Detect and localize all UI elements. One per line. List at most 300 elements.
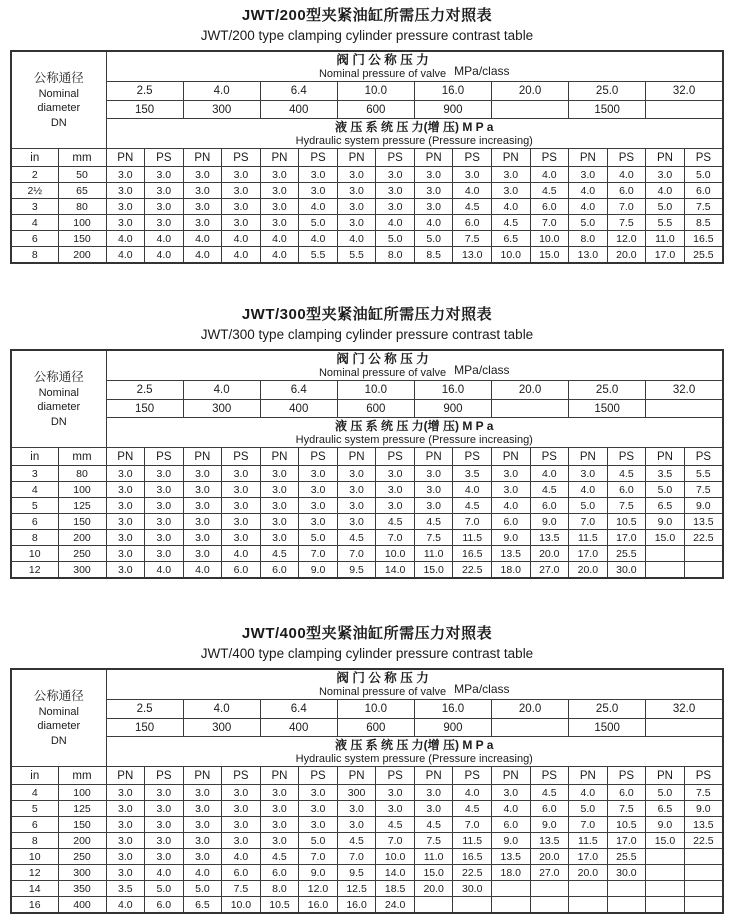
pressure-value-cell: 7.5	[222, 881, 261, 897]
jwt400-table-section	[0, 622, 734, 914]
mpa-value-cell: 32.0	[646, 82, 723, 101]
pressure-value-cell: 13.0	[569, 247, 608, 264]
pressure-value-cell: 3.0	[106, 498, 145, 514]
pressure-value-cell: 5.0	[183, 881, 222, 897]
pressure-value-cell: 3.0	[145, 514, 184, 530]
pressure-value-cell: 4.0	[260, 247, 299, 264]
pn-header-cell: PN	[414, 767, 453, 785]
pressure-value-cell: 13.5	[530, 833, 569, 849]
size-in-cell: 8	[11, 833, 58, 849]
pressure-value-cell: 3.0	[491, 482, 530, 498]
pressure-value-cell: 3.0	[299, 482, 338, 498]
size-in-cell: 4	[11, 215, 58, 231]
pressure-value-cell: 3.0	[106, 482, 145, 498]
pressure-value-cell: 5.0	[376, 231, 415, 247]
pressure-value-cell	[646, 546, 685, 562]
class-value-cell: 900	[414, 101, 491, 119]
pressure-value-cell: 3.0	[260, 482, 299, 498]
pressure-value-cell	[607, 881, 646, 897]
pn-header-cell: PN	[260, 767, 299, 785]
pressure-value-cell: 22.5	[684, 833, 723, 849]
size-in-cell: 6	[11, 231, 58, 247]
nominal-diameter-label-en: DN	[50, 116, 67, 129]
pressure-value-cell: 17.0	[607, 530, 646, 546]
pressure-value-cell: 11.5	[569, 530, 608, 546]
pressure-value-cell: 5.0	[569, 801, 608, 817]
pressure-value-cell: 3.0	[299, 514, 338, 530]
pressure-value-cell: 3.0	[569, 466, 608, 482]
pressure-value-cell: 4.0	[569, 785, 608, 801]
ps-header-cell: PS	[530, 448, 569, 466]
pressure-value-cell: 3.0	[145, 183, 184, 199]
class-value-cell: 150	[106, 719, 183, 737]
ps-header-cell: PS	[299, 149, 338, 167]
hydraulic-pressure-label-en: Hydraulic system pressure (Pressure increasing)	[295, 134, 533, 147]
pressure-value-cell: 3.0	[145, 498, 184, 514]
pressure-value-cell: 6.0	[607, 183, 646, 199]
class-value-cell: 150	[106, 400, 183, 418]
pressure-value-cell: 3.0	[414, 498, 453, 514]
class-value-cell	[491, 400, 568, 418]
pressure-value-cell: 3.0	[106, 199, 145, 215]
pressure-value-cell: 3.0	[299, 466, 338, 482]
table-row	[11, 247, 723, 264]
nominal-diameter-label-en: DN	[50, 734, 67, 747]
mpa-value-cell: 2.5	[106, 700, 183, 719]
pressure-value-cell: 6.0	[222, 562, 261, 579]
pressure-value-cell: 11.0	[414, 849, 453, 865]
pressure-value-cell: 3.0	[106, 546, 145, 562]
table-row	[11, 817, 723, 833]
mpa-value-cell: 10.0	[337, 381, 414, 400]
ps-header-cell: PS	[222, 448, 261, 466]
pressure-value-cell: 14.0	[376, 562, 415, 579]
pressure-value-cell: 3.0	[106, 167, 145, 183]
valve-pressure-label-en: Nominal pressure of valve	[318, 685, 447, 698]
pressure-value-cell: 4.5	[491, 215, 530, 231]
class-value-cell: 400	[260, 719, 337, 737]
pressure-value-cell: 3.0	[222, 801, 261, 817]
table-row	[11, 514, 723, 530]
ps-header-cell: PS	[453, 448, 492, 466]
pn-header-cell: PN	[569, 448, 608, 466]
pn-header-cell: PN	[569, 149, 608, 167]
pressure-value-cell: 11.0	[646, 231, 685, 247]
table-row	[11, 785, 723, 801]
pn-header-cell: PN	[337, 767, 376, 785]
pressure-value-cell: 4.0	[145, 865, 184, 881]
pressure-value-cell: 22.5	[684, 530, 723, 546]
pressure-value-cell	[646, 897, 685, 914]
valve-pressure-unit-label: MPa/class	[454, 63, 510, 78]
pressure-value-cell: 4.0	[453, 482, 492, 498]
nominal-diameter-header-cell	[11, 51, 106, 149]
pn-header-cell: PN	[491, 149, 530, 167]
pressure-value-cell: 3.0	[376, 466, 415, 482]
pressure-value-cell: 3.0	[222, 514, 261, 530]
class-value-cell: 300	[183, 719, 260, 737]
ps-header-cell: PS	[145, 767, 184, 785]
pressure-value-cell: 7.0	[299, 546, 338, 562]
mpa-value-cell: 6.4	[260, 381, 337, 400]
pressure-value-cell: 4.0	[106, 231, 145, 247]
pressure-value-cell: 3.0	[337, 167, 376, 183]
pressure-value-cell	[646, 849, 685, 865]
size-in-cell: 3	[11, 466, 58, 482]
pressure-value-cell: 20.0	[530, 849, 569, 865]
pressure-value-cell: 3.5	[453, 466, 492, 482]
ps-header-cell: PS	[222, 767, 261, 785]
pressure-value-cell: 4.0	[337, 231, 376, 247]
pressure-value-cell: 3.0	[183, 833, 222, 849]
pressure-value-cell: 6.0	[260, 865, 299, 881]
pressure-value-cell: 10.0	[376, 849, 415, 865]
size-in-cell: 2	[11, 167, 58, 183]
pressure-value-cell: 9.0	[491, 530, 530, 546]
class-value-cell: 600	[337, 400, 414, 418]
pressure-value-cell: 9.0	[646, 514, 685, 530]
unit-in-header-cell: in	[11, 767, 58, 785]
size-in-cell: 10	[11, 546, 58, 562]
jwt300-table-section	[0, 303, 734, 579]
mpa-value-cell: 32.0	[646, 700, 723, 719]
mpa-value-cell: 16.0	[414, 381, 491, 400]
ps-header-cell: PS	[530, 767, 569, 785]
unit-mm-header-cell: mm	[58, 448, 106, 466]
pressure-value-cell: 4.0	[569, 199, 608, 215]
pressure-value-cell: 4.0	[299, 231, 338, 247]
pn-header-cell: PN	[337, 448, 376, 466]
pressure-value-cell: 18.0	[491, 865, 530, 881]
nominal-diameter-header-cell	[11, 350, 106, 448]
pressure-value-cell: 13.5	[530, 530, 569, 546]
pressure-value-cell: 6.0	[530, 199, 569, 215]
class-value-cell: 600	[337, 101, 414, 119]
mpa-value-cell: 4.0	[183, 700, 260, 719]
pressure-value-cell: 4.5	[530, 183, 569, 199]
pressure-value-cell: 5.0	[646, 199, 685, 215]
class-value-cell: 300	[183, 400, 260, 418]
pn-header-cell: PN	[183, 448, 222, 466]
pressure-value-cell: 13.5	[491, 849, 530, 865]
mpa-value-cell: 25.0	[569, 700, 646, 719]
unit-mm-header-cell: mm	[58, 767, 106, 785]
nominal-diameter-label-zh: 公称通径	[33, 689, 84, 704]
pressure-value-cell: 10.0	[491, 247, 530, 264]
class-value-cell: 1500	[569, 101, 646, 119]
pressure-value-cell: 6.0	[607, 785, 646, 801]
table-row	[11, 498, 723, 514]
pressure-value-cell: 4.0	[222, 231, 261, 247]
pressure-value-cell: 8.0	[260, 881, 299, 897]
pn-header-cell: PN	[106, 149, 145, 167]
pressure-value-cell: 16.5	[453, 546, 492, 562]
pressure-value-cell: 3.0	[145, 167, 184, 183]
pressure-value-cell: 3.0	[222, 167, 261, 183]
valve-pressure-header-cell	[106, 51, 723, 82]
pressure-value-cell: 7.0	[337, 546, 376, 562]
ps-header-cell: PS	[376, 767, 415, 785]
size-mm-cell: 100	[58, 215, 106, 231]
pressure-value-cell: 20.0	[569, 865, 608, 881]
pn-header-cell: PN	[260, 149, 299, 167]
pressure-value-cell: 10.0	[376, 546, 415, 562]
class-value-cell: 400	[260, 400, 337, 418]
pressure-contrast-table	[10, 349, 724, 579]
ps-header-cell: PS	[453, 149, 492, 167]
pressure-value-cell: 3.0	[145, 466, 184, 482]
pressure-value-cell: 9.0	[299, 865, 338, 881]
pn-header-cell: PN	[260, 448, 299, 466]
pressure-value-cell: 3.0	[376, 498, 415, 514]
pressure-value-cell: 4.0	[145, 231, 184, 247]
pressure-value-cell: 12.5	[337, 881, 376, 897]
pressure-value-cell: 5.5	[684, 466, 723, 482]
ps-header-cell: PS	[376, 149, 415, 167]
pressure-value-cell: 7.0	[376, 833, 415, 849]
pressure-value-cell: 3.0	[183, 167, 222, 183]
pressure-value-cell: 5.0	[569, 498, 608, 514]
pressure-value-cell: 7.5	[453, 231, 492, 247]
pressure-value-cell: 3.0	[337, 183, 376, 199]
pressure-value-cell: 3.0	[183, 199, 222, 215]
pressure-value-cell: 3.0	[106, 562, 145, 579]
pressure-value-cell: 3.0	[183, 817, 222, 833]
mpa-value-cell: 4.0	[183, 381, 260, 400]
pressure-value-cell: 16.5	[684, 231, 723, 247]
pressure-value-cell: 4.0	[260, 231, 299, 247]
pressure-value-cell: 3.0	[106, 833, 145, 849]
pressure-value-cell: 4.0	[222, 546, 261, 562]
size-mm-cell: 50	[58, 167, 106, 183]
pressure-value-cell: 5.5	[646, 215, 685, 231]
pressure-value-cell: 6.0	[491, 514, 530, 530]
pressure-value-cell: 3.0	[183, 801, 222, 817]
pressure-value-cell: 3.0	[260, 167, 299, 183]
class-value-cell: 900	[414, 719, 491, 737]
pressure-value-cell: 3.0	[299, 183, 338, 199]
pressure-value-cell: 13.5	[491, 546, 530, 562]
pressure-value-cell: 8.0	[376, 247, 415, 264]
pressure-value-cell	[684, 546, 723, 562]
pressure-value-cell: 11.5	[569, 833, 608, 849]
pressure-value-cell: 3.0	[183, 466, 222, 482]
pressure-value-cell: 6.5	[646, 498, 685, 514]
nominal-diameter-label-zh: 公称通径	[33, 370, 84, 385]
pressure-value-cell: 3.0	[106, 865, 145, 881]
pressure-value-cell	[684, 865, 723, 881]
pressure-contrast-table	[10, 668, 724, 914]
pressure-value-cell: 7.0	[337, 849, 376, 865]
valve-pressure-label-en: Nominal pressure of valve	[318, 366, 447, 379]
table-row	[11, 562, 723, 579]
valve-pressure-label-zh: 阀 门 公 称 压 力	[336, 671, 429, 686]
pressure-value-cell: 3.0	[106, 817, 145, 833]
size-mm-cell: 65	[58, 183, 106, 199]
size-in-cell: 16	[11, 897, 58, 914]
pressure-value-cell: 9.0	[684, 498, 723, 514]
pressure-value-cell	[491, 897, 530, 914]
pressure-value-cell	[684, 562, 723, 579]
valve-pressure-header	[107, 53, 722, 79]
pressure-value-cell: 3.0	[337, 215, 376, 231]
pressure-value-cell: 7.5	[607, 498, 646, 514]
pressure-value-cell: 4.0	[453, 183, 492, 199]
pn-header-cell: PN	[106, 767, 145, 785]
pressure-value-cell: 4.0	[106, 247, 145, 264]
size-mm-cell: 250	[58, 546, 106, 562]
pn-header-cell: PN	[491, 767, 530, 785]
mpa-value-cell: 16.0	[414, 700, 491, 719]
pressure-value-cell: 3.0	[414, 199, 453, 215]
pressure-value-cell: 3.0	[145, 833, 184, 849]
pressure-value-cell: 14.0	[376, 865, 415, 881]
hydraulic-pressure-label-en: Hydraulic system pressure (Pressure increasing)	[295, 433, 533, 446]
pressure-value-cell: 3.0	[145, 215, 184, 231]
size-in-cell: 8	[11, 247, 58, 264]
pressure-value-cell: 4.0	[646, 183, 685, 199]
hydraulic-pressure-header-cell	[106, 119, 723, 149]
unit-in-header-cell: in	[11, 448, 58, 466]
pressure-value-cell: 7.5	[414, 833, 453, 849]
pressure-value-cell: 3.0	[106, 514, 145, 530]
pressure-value-cell: 3.0	[260, 466, 299, 482]
pressure-value-cell: 3.0	[183, 849, 222, 865]
mpa-value-cell: 10.0	[337, 82, 414, 101]
ps-header-cell: PS	[684, 767, 723, 785]
hydraulic-pressure-header-cell	[106, 418, 723, 448]
size-mm-cell: 125	[58, 498, 106, 514]
pressure-value-cell: 13.5	[684, 817, 723, 833]
pressure-value-cell: 3.0	[222, 817, 261, 833]
pressure-value-cell: 4.0	[530, 466, 569, 482]
valve-pressure-label-en: Nominal pressure of valve	[318, 67, 447, 80]
pressure-value-cell: 4.5	[414, 514, 453, 530]
pressure-value-cell: 3.0	[145, 785, 184, 801]
nominal-diameter-label-en: diameter	[37, 401, 81, 414]
pressure-value-cell: 10.0	[530, 231, 569, 247]
table-row	[11, 466, 723, 482]
pressure-value-cell: 4.0	[299, 199, 338, 215]
size-mm-cell: 200	[58, 833, 106, 849]
pressure-value-cell: 3.0	[414, 466, 453, 482]
ps-header-cell: PS	[530, 149, 569, 167]
pressure-value-cell: 4.0	[491, 498, 530, 514]
pressure-value-cell: 4.0	[183, 562, 222, 579]
pressure-value-cell: 7.0	[569, 817, 608, 833]
pressure-value-cell: 300	[337, 785, 376, 801]
pressure-value-cell: 4.0	[183, 247, 222, 264]
table-title-zh: JWT/400型夹紧油缸所需压力对照表	[241, 625, 493, 642]
pressure-value-cell: 3.0	[299, 498, 338, 514]
size-mm-cell: 150	[58, 514, 106, 530]
pressure-value-cell: 3.0	[260, 833, 299, 849]
mpa-value-cell: 20.0	[491, 82, 568, 101]
pressure-value-cell: 5.0	[145, 881, 184, 897]
pressure-value-cell: 3.0	[569, 167, 608, 183]
unit-mm-header-cell: mm	[58, 149, 106, 167]
size-in-cell: 6	[11, 514, 58, 530]
mpa-value-cell: 2.5	[106, 381, 183, 400]
class-value-cell: 400	[260, 101, 337, 119]
pressure-value-cell	[684, 897, 723, 914]
pressure-value-cell: 16.0	[299, 897, 338, 914]
pressure-value-cell: 4.0	[106, 897, 145, 914]
pressure-value-cell: 27.0	[530, 562, 569, 579]
pressure-value-cell: 4.5	[530, 785, 569, 801]
size-in-cell: 5	[11, 498, 58, 514]
pressure-value-cell: 3.0	[222, 785, 261, 801]
pressure-value-cell: 4.0	[453, 785, 492, 801]
mpa-value-cell: 10.0	[337, 700, 414, 719]
pressure-value-cell: 5.0	[646, 482, 685, 498]
pressure-value-cell: 8.5	[684, 215, 723, 231]
pressure-value-cell: 15.0	[414, 562, 453, 579]
size-in-cell: 10	[11, 849, 58, 865]
pressure-value-cell: 6.5	[491, 231, 530, 247]
pressure-value-cell	[453, 897, 492, 914]
ps-header-cell: PS	[299, 448, 338, 466]
pressure-value-cell: 4.0	[491, 801, 530, 817]
pressure-value-cell	[530, 897, 569, 914]
pressure-value-cell: 4.0	[183, 231, 222, 247]
pressure-value-cell: 7.0	[299, 849, 338, 865]
pressure-value-cell	[684, 881, 723, 897]
pressure-value-cell: 4.0	[183, 865, 222, 881]
pressure-value-cell: 11.5	[453, 833, 492, 849]
pressure-value-cell: 4.5	[453, 199, 492, 215]
class-value-cell	[491, 101, 568, 119]
pressure-value-cell: 3.0	[183, 498, 222, 514]
pressure-value-cell: 5.0	[299, 530, 338, 546]
size-mm-cell: 150	[58, 817, 106, 833]
pressure-value-cell: 15.0	[414, 865, 453, 881]
size-in-cell: 12	[11, 865, 58, 881]
pressure-value-cell: 3.0	[453, 167, 492, 183]
pressure-value-cell: 3.0	[145, 801, 184, 817]
pressure-value-cell: 25.5	[607, 849, 646, 865]
pressure-value-cell	[414, 897, 453, 914]
size-mm-cell: 100	[58, 785, 106, 801]
ps-header-cell: PS	[684, 149, 723, 167]
pressure-value-cell: 3.0	[414, 183, 453, 199]
jwt200-table-section	[0, 4, 734, 264]
pressure-value-cell: 3.0	[183, 482, 222, 498]
mpa-value-cell: 6.4	[260, 82, 337, 101]
pressure-value-cell: 3.0	[183, 183, 222, 199]
pressure-value-cell: 4.5	[607, 466, 646, 482]
pressure-value-cell: 18.5	[376, 881, 415, 897]
size-mm-cell: 80	[58, 199, 106, 215]
mpa-value-cell: 32.0	[646, 381, 723, 400]
pressure-value-cell: 27.0	[530, 865, 569, 881]
pressure-value-cell: 4.0	[414, 215, 453, 231]
pressure-value-cell: 22.5	[453, 865, 492, 881]
size-mm-cell: 80	[58, 466, 106, 482]
pressure-value-cell: 5.0	[299, 215, 338, 231]
pressure-value-cell: 3.0	[491, 167, 530, 183]
pressure-value-cell: 18.0	[491, 562, 530, 579]
table-row	[11, 833, 723, 849]
pressure-value-cell: 3.0	[183, 215, 222, 231]
pressure-value-cell: 3.0	[222, 530, 261, 546]
table-row	[11, 231, 723, 247]
pressure-value-cell: 7.5	[607, 801, 646, 817]
pressure-value-cell: 3.0	[145, 849, 184, 865]
valve-pressure-label-zh: 阀 门 公 称 压 力	[336, 53, 429, 68]
pressure-value-cell: 3.0	[222, 183, 261, 199]
table-title-zh: JWT/300型夹紧油缸所需压力对照表	[241, 306, 493, 323]
